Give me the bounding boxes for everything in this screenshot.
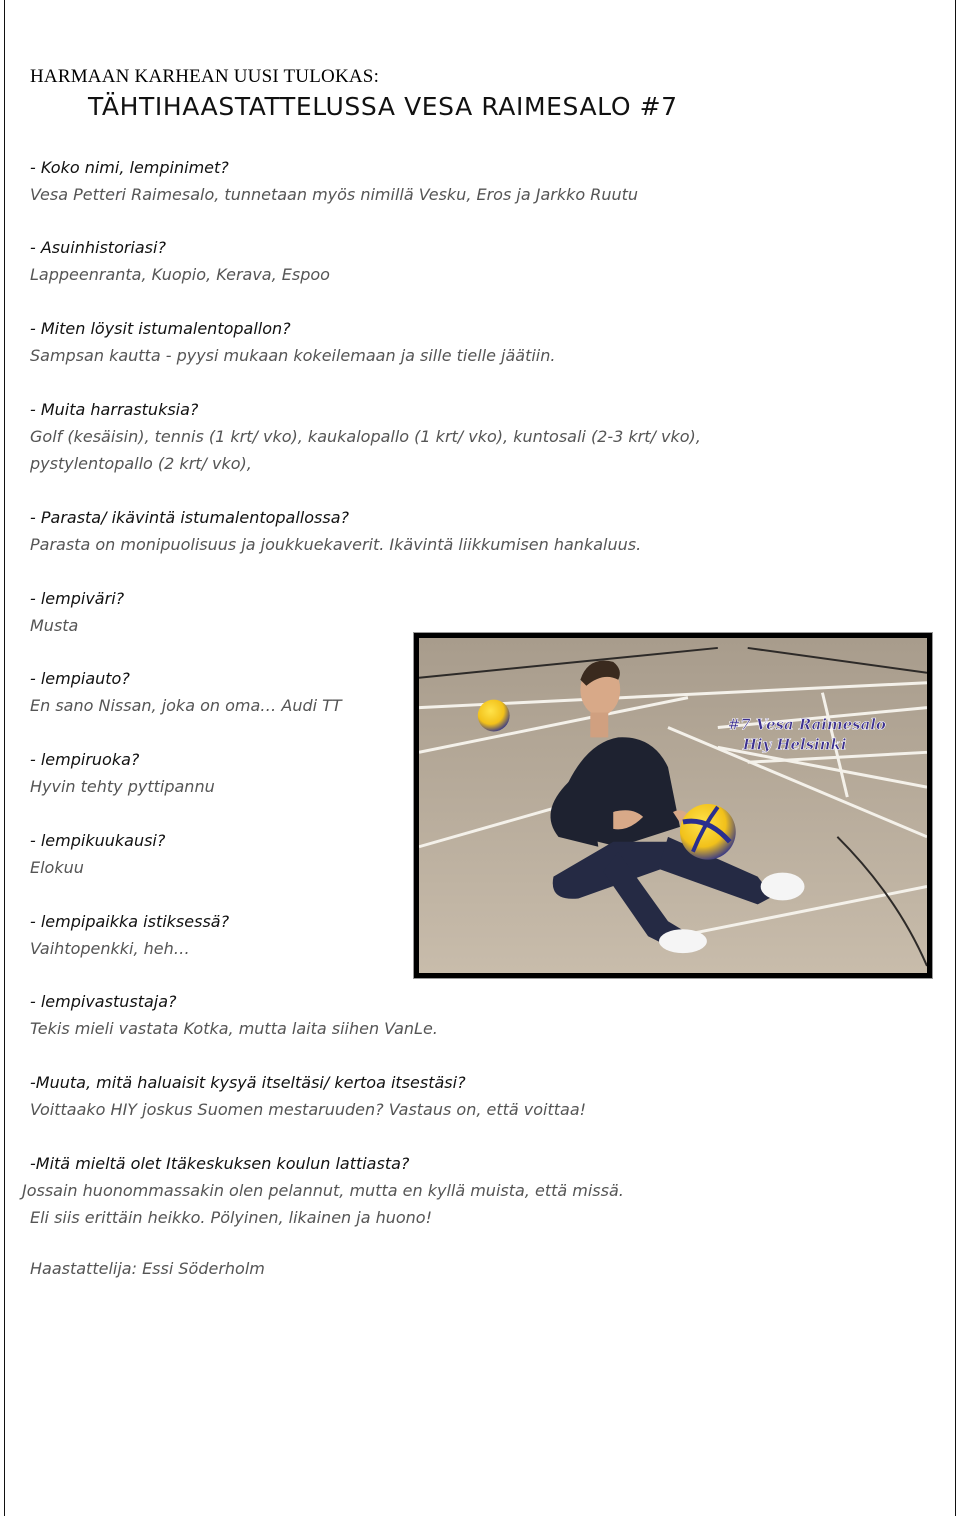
answer: Voittaako HIY joskus Suomen mestaruuden? Vastaus on, että voittaa!	[30, 1100, 587, 1119]
answer: Lappeenranta, Kuopio, Kerava, Espoo	[30, 265, 330, 284]
page-title: TÄHTIHAASTATTELUSSA VESA RAIMESALO #7	[88, 92, 678, 121]
volleyball-held	[680, 804, 736, 860]
qa-block-hobbies	[30, 397, 701, 477]
question: - Asuinhistoriasi?	[30, 238, 166, 257]
qa-block-floor	[22, 1151, 624, 1231]
answer: Musta	[30, 616, 79, 635]
qa-block-food	[30, 747, 215, 800]
qa-block-other	[30, 1070, 586, 1123]
answer: Elokuu	[30, 858, 84, 877]
question: - Miten löysit istumalentopallon?	[30, 319, 291, 338]
question: - Parasta/ ikävintä istumalentopallossa?	[30, 508, 350, 527]
qa-block-color	[30, 586, 124, 639]
photo-caption-line2: Hiy Helsinki	[742, 735, 847, 754]
qa-block-month	[30, 828, 165, 881]
photo-illustration	[419, 638, 927, 973]
question: - lempiväri?	[30, 589, 125, 608]
question: - lempikuukausi?	[30, 831, 166, 850]
answer: Tekis mieli vastata Kotka, mutta laita siihen VanLe.	[30, 1019, 438, 1038]
question: - lempipaikka istiksessä?	[30, 912, 230, 931]
question: - lempivastustaja?	[30, 992, 177, 1011]
qa-block-name	[30, 155, 638, 208]
question: - Muita harrastuksia?	[30, 400, 199, 419]
question: -Mitä mieltä olet Itäkeskuksen koulun lattiasta?	[30, 1154, 410, 1173]
photo-caption-line1: #7 Vesa Raimesalo	[727, 715, 886, 734]
answer: Vesa Petteri Raimesalo, tunnetaan myös nimillä Vesku, Eros ja Jarkko Ruutu	[30, 185, 639, 204]
qa-block-residence	[30, 235, 330, 288]
question: - lempiruoka?	[30, 750, 140, 769]
answer: Sampsan kautta - pyysi mukaan kokeilemaan ja sille tielle jäätiin.	[30, 346, 556, 365]
question: - Koko nimi, lempinimet?	[30, 158, 229, 177]
answer: En sano Nissan, joka on oma… Audi TT	[30, 696, 342, 715]
answer: Golf (kesäisin), tennis (1 krt/ vko), kaukalopallo (1 krt/ vko), kuntosali (2-3 krt/ vko),	[30, 427, 701, 446]
qa-block-discovery	[30, 316, 555, 369]
answer: Parasta on monipuolisuus ja joukkuekaverit. Ikävintä liikkumisen hankaluus.	[30, 535, 642, 554]
header-kicker: HARMAAN KARHEAN UUSI TULOKAS:	[30, 66, 380, 87]
question: -Muuta, mitä haluaisit kysyä itseltäsi/ kertoa itsestäsi?	[30, 1073, 466, 1092]
interviewer-credit: Haastattelija: Essi Söderholm	[30, 1259, 265, 1278]
answer: Hyvin tehty pyttipannu	[30, 777, 215, 796]
answer: Eli siis erittäin heikko. Pölyinen, likainen ja huono!	[30, 1208, 433, 1227]
qa-block-opponent	[30, 989, 438, 1042]
volleyball-background	[478, 700, 510, 732]
qa-block-best-worst	[30, 505, 641, 558]
player-photo	[413, 632, 933, 979]
answer: pystylentopallo (2 krt/ vko),	[30, 454, 252, 473]
qa-block-place	[30, 909, 229, 962]
question: - lempiauto?	[30, 669, 130, 688]
qa-block-car	[30, 666, 342, 719]
answer: Vaihtopenkki, heh…	[30, 939, 190, 958]
answer: Jossain huonommassakin olen pelannut, mutta en kyllä muista, että missä.	[22, 1181, 624, 1200]
